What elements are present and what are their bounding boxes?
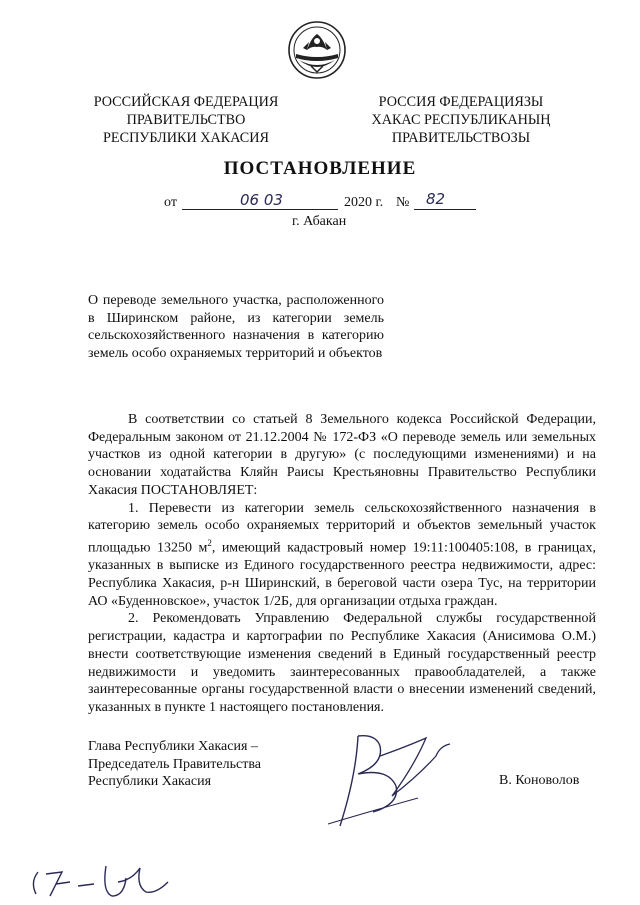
document-title: ПОСТАНОВЛЕНИЕ	[223, 158, 417, 179]
signatory-position-line: Республики Хакасия	[88, 774, 212, 789]
header-right-line: ПРАВИТЕЛЬСТВОЗЫ	[391, 130, 531, 146]
signatory-position	[88, 738, 261, 791]
signatory-position-line: Глава Республики Хакасия –	[88, 739, 258, 754]
number-handwritten: 82	[426, 190, 446, 208]
header-left-line: ПРАВИТЕЛЬСТВО	[126, 112, 246, 128]
signatory-position-line: Председатель Правительства	[88, 756, 261, 772]
coat-of-arms-emblem-icon	[287, 20, 347, 80]
date-year: 2020 г.	[344, 195, 384, 210]
document-subject: О переводе земельного участка, расположенного в Ширинском районе, из категории земель сельскохозяйственного назначения в категорию земель особо охраняемых территорий и объектов	[88, 293, 384, 361]
handwritten-signature-icon	[318, 716, 458, 834]
signatory-name: В. Коноволов	[499, 773, 580, 788]
body-paragraph-preamble: В соответствии со статьей 8 Земельного кодекса Российской Федерации, Федеральным законом от 21.12.2004 № 172-ФЗ «О переводе земель или земельных участков из одной категории в другую» (с последующими изменениями) и на основании ходатайства Кляйн Раисы Крестьяновны Правительство Республики Хакасия ПОСТАНОВЛЯЕТ:	[88, 412, 596, 498]
body-item-1-text: 1. Перевести из категории земель сельскохозяйственного назначения в категорию земель особо охраняемых территорий и объектов земельный участок площадью 13250 м	[88, 500, 596, 556]
superscript-2: 2	[207, 537, 212, 548]
number-sign: №	[396, 195, 410, 210]
body-item-1	[88, 500, 596, 611]
document-body	[88, 411, 596, 717]
handwritten-margin-note-icon	[28, 852, 178, 902]
header-left-russian	[86, 93, 286, 147]
header-right-khakas	[346, 93, 576, 147]
date-number-line	[140, 190, 540, 215]
header-right-line: ХАКАС РЕСПУБЛИКАНЫҢ	[371, 112, 551, 128]
header-right-line: РОССИЯ ФЕДЕРАЦИЯЗЫ	[378, 94, 544, 110]
date-prefix: от	[164, 195, 177, 210]
date-handwritten: 06 03	[240, 191, 283, 209]
body-item-1-text-cont: , имеющий кадастровый номер 19:11:100405:108, в границах, указанных в выписке из Единого государственного реестра недвижимости, адрес: Республика Хакасия, р-н Ширинский, в береговой части озера Тус, на территории АО «Буденновское», участок 1/2Б, для организации отдыха граждан.	[88, 540, 596, 609]
body-item-2: 2. Рекомендовать Управлению Федеральной службы государственной регистрации, кадастра и картографии по Республике Хакасия (Анисимова О.М.) внести соответствующие изменения сведений в Единый государственный реестр недвижимости и уведомить заинтересованных правообладателей, а также заинтересованные органы государственной власти о внесении изменений сведений, указанных в пункте 1 настоящего постановления.	[88, 611, 596, 715]
header-left-line: РОССИЙСКАЯ ФЕДЕРАЦИЯ	[93, 94, 279, 110]
header-left-line: РЕСПУБЛИКИ ХАКАСИЯ	[103, 130, 269, 146]
city: г. Абакан	[292, 214, 347, 229]
